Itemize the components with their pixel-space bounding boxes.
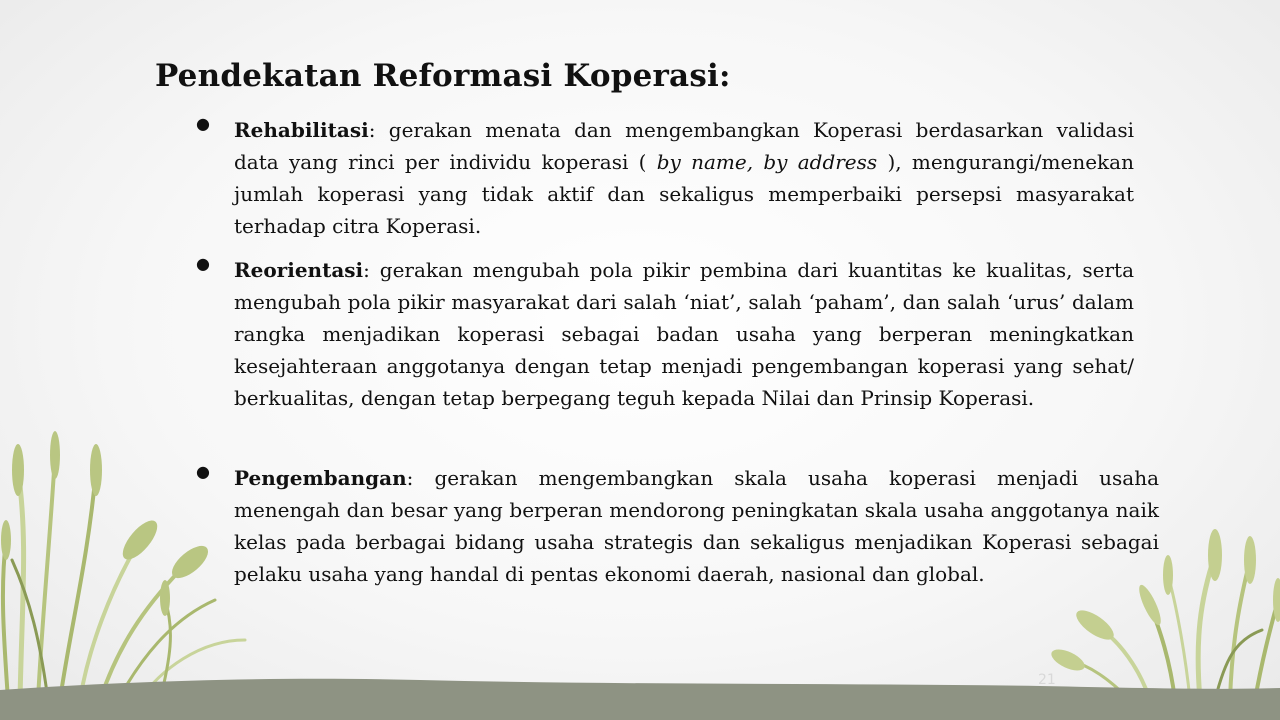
bullet-icon: ● xyxy=(196,254,210,273)
bullet-icon: ● xyxy=(196,462,210,481)
left-grass-illustration xyxy=(3,455,245,700)
page-number: 21 xyxy=(1038,672,1056,688)
list-item-text xyxy=(234,462,1159,590)
list-item-reorientasi xyxy=(196,254,1134,414)
slide-title: Pendekatan Reformasi Koperasi: xyxy=(155,58,731,94)
list-item-body: : gerakan mengubah pola pikir pembina dari kuantitas ke kualitas, serta mengubah pola pikir masyarakat dari salah ‘niat’, salah ‘paham’, dan salah ‘urus’ dalam rangka menjadikan koperasi sebagai badan usaha yang berperan meningkatkan kesejahteraan anggotanya dengan tetap menjadi pengembangan koperasi yang sehat/ berkualitas, dengan tetap berpegang teguh kepada Nilai dan Prinsip Koperasi. xyxy=(234,258,1134,410)
list-item-rehabilitasi xyxy=(196,114,1134,242)
list-item-term: Reorientasi xyxy=(234,258,364,282)
list-item-term: Pengembangan xyxy=(234,466,407,490)
list-item-pengembangan xyxy=(196,462,1159,590)
list-item-body: : gerakan menata dan mengembangkan Koperasi berdasarkan validasi data yang rinci per individu koperasi ( xyxy=(234,118,1134,174)
list-item-italic: by name, by address xyxy=(656,150,878,174)
list-item-term: Rehabilitasi xyxy=(234,118,369,142)
left-wheat-heads xyxy=(1,431,213,616)
list-item-body: : gerakan mengembangkan skala usaha koperasi menjadi usaha menengah dan besar yang berperan mendorong peningkatan skala usaha anggotanya naik kelas pada berbagai bidang usaha strategis dan sekaligus menjadikan Koperasi sebagai pelaku usaha yang handal di pentas ekonomi daerah, nasional dan global. xyxy=(234,466,1159,586)
list-item-body: ), mengurangi/menekan jumlah koperasi yang tidak aktif dan sekaligus memperbaiki persepsi masyarakat terhadap citra Koperasi. xyxy=(234,150,1134,238)
ground-strip xyxy=(0,679,1280,720)
bullet-icon: ● xyxy=(196,114,210,133)
list-item-text xyxy=(234,114,1134,242)
list-item-text xyxy=(234,254,1134,414)
